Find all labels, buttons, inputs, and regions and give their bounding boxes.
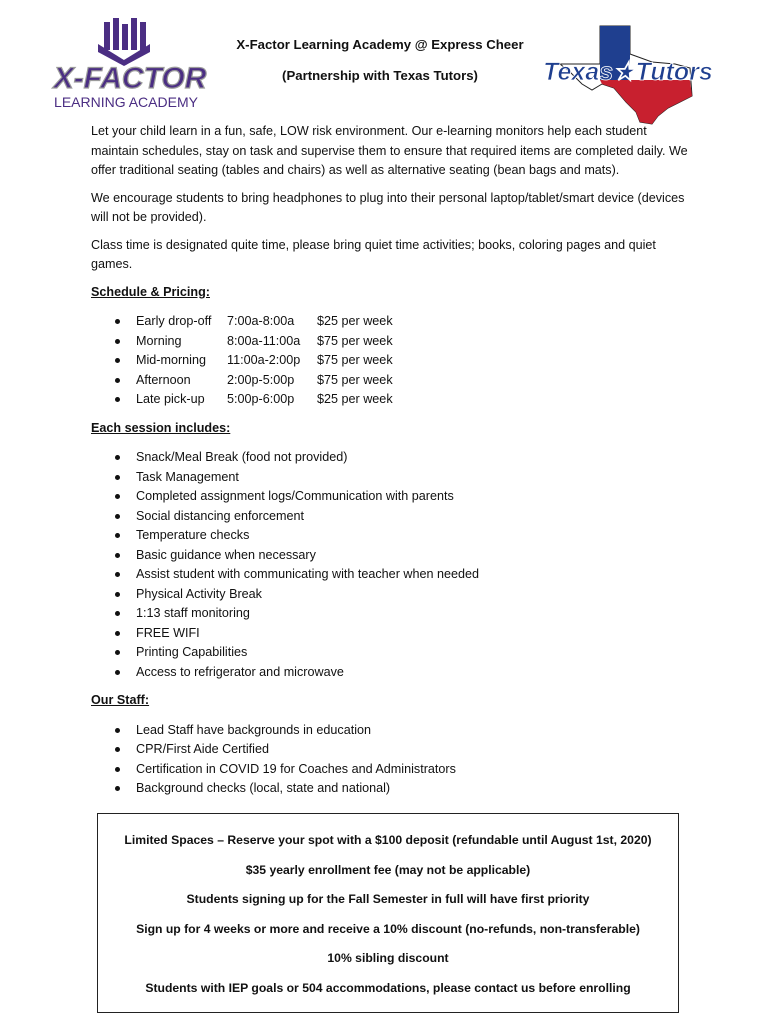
session-price: $75 per week (317, 372, 393, 387)
list-item: Printing Capabilities (91, 643, 691, 663)
intro-paragraph: Let your child learn in a fun, safe, LOW risk environment. Our e-learning monitors help each student maintain schedules, stay on task and supervise them to ensure that required items are completed daily. We offer traditional seating (tables and chairs) as well as alternative seating (bean bags and mats). (91, 124, 688, 177)
list-item: Background checks (local, state and national) (91, 779, 691, 799)
title-block (220, 36, 540, 85)
page-subtitle: (Partnership with Texas Tutors) (282, 68, 478, 83)
session-name: Morning (136, 333, 182, 348)
includes-list (91, 448, 691, 682)
schedule-list (91, 312, 691, 410)
x-factor-logo-subtext: LEARNING ACADEMY (54, 94, 198, 110)
list-item: Physical Activity Break (91, 585, 691, 605)
session-name: Late pick-up (136, 392, 205, 406)
list-item: Completed assignment logs/Communication with parents (91, 487, 691, 507)
notice-line: Limited Spaces – Reserve your spot with a $100 deposit (refundable until August 1st, 2020) (124, 833, 652, 847)
notice-line: Sign up for 4 weeks or more and receive a 10% discount (no-refunds, non-transferable) (136, 921, 640, 936)
schedule-row (91, 371, 691, 391)
session-time: 5:00p-6:00p (227, 392, 295, 406)
notice-line: 10% sibling discount (327, 951, 449, 965)
session-price: $75 per week (317, 353, 393, 367)
list-item: Basic guidance when necessary (91, 546, 691, 566)
schedule-row (91, 312, 691, 332)
list-item: 1:13 staff monitoring (91, 604, 691, 624)
x-factor-logo (40, 16, 220, 112)
list-item: Temperature checks (91, 526, 691, 546)
schedule-heading: Schedule & Pricing: (91, 284, 210, 299)
list-item: Access to refrigerator and microwave (91, 663, 691, 683)
list-item: FREE WIFI (91, 624, 691, 644)
session-time: 8:00a-11:00a (227, 333, 301, 348)
session-name: Early drop-off (136, 314, 212, 328)
list-item: Lead Staff have backgrounds in education (91, 721, 691, 741)
x-factor-logo-text: X-FACTOR (53, 62, 207, 95)
session-name: Mid-morning (136, 353, 206, 367)
list-item: Certification in COVID 19 for Coaches and Administrators (91, 760, 691, 780)
session-time: 11:00a-2:00p (227, 353, 301, 367)
quiet-time-paragraph: Class time is designated quite time, please bring quiet time activities; books, coloring pages and quiet games. (91, 237, 656, 271)
list-item: Social distancing enforcement (91, 507, 691, 527)
session-price: $25 per week (317, 392, 393, 406)
staff-heading: Our Staff: (91, 693, 150, 707)
schedule-row (91, 332, 691, 352)
session-price: $75 per week (317, 333, 393, 348)
list-item: CPR/First Aide Certified (91, 740, 691, 760)
session-name: Afternoon (136, 372, 191, 387)
session-time: 2:00p-5:00p (227, 372, 295, 387)
schedule-row (91, 351, 691, 371)
staff-list (91, 721, 691, 799)
enrollment-notice-box (97, 813, 679, 1013)
notice-line: Students signing up for the Fall Semester in full will have first priority (186, 892, 590, 906)
notice-line: Students with IEP goals or 504 accommodations, please contact us before enrolling (145, 980, 631, 995)
includes-heading: Each session includes: (91, 420, 231, 435)
texas-tutors-logo (540, 24, 720, 126)
book-icon (98, 18, 150, 66)
list-item: Assist student with communicating with teacher when needed (91, 565, 691, 585)
session-price: $25 per week (317, 314, 393, 328)
headphones-paragraph: We encourage students to bring headphones to plug into their personal laptop/tablet/smart device (devices will not be provided). (91, 190, 685, 224)
notice-line: $35 yearly enrollment fee (may not be applicable) (245, 862, 531, 877)
main-content (91, 122, 691, 808)
texas-tutors-logo-text: Texas★Tutors (543, 58, 713, 86)
page-title: X-Factor Learning Academy @ Express Cheer (236, 37, 524, 52)
list-item: Task Management (91, 468, 691, 488)
list-item: Snack/Meal Break (food not provided) (91, 448, 691, 468)
schedule-row (91, 390, 691, 410)
session-time: 7:00a-8:00a (227, 314, 295, 328)
page-header (0, 0, 770, 120)
